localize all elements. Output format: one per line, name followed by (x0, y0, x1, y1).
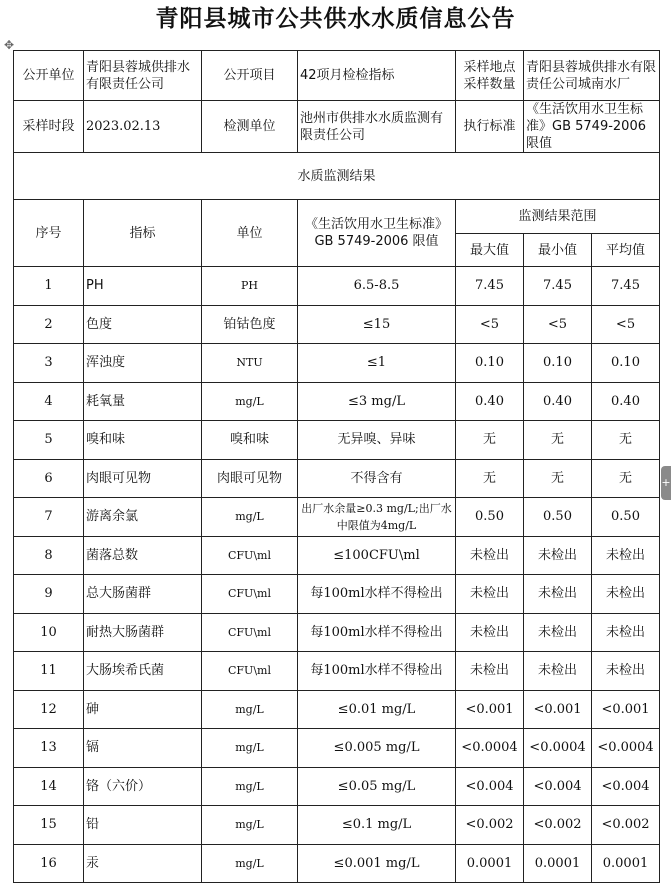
cell-limit: 每100ml水样不得检出 (298, 613, 456, 652)
location-label: 采样地点采样数量 (456, 51, 524, 101)
cell-max: 未检出 (456, 536, 524, 575)
cell-no: 16 (14, 844, 84, 883)
cell-max: 0.40 (456, 382, 524, 421)
period-label: 采样时段 (14, 101, 84, 153)
cell-min: 未检出 (524, 613, 592, 652)
cell-limit: 不得含有 (298, 459, 456, 498)
cell-indicator: PH (84, 267, 202, 306)
cell-unit: mg/L (202, 767, 298, 806)
table-row (14, 536, 660, 575)
cell-no: 3 (14, 344, 84, 383)
cell-no: 14 (14, 767, 84, 806)
cell-no: 12 (14, 690, 84, 729)
cell-limit: ≤1 (298, 344, 456, 383)
cell-max: 无 (456, 421, 524, 460)
item-value: 42项月检检指标 (298, 51, 456, 101)
cell-avg: 未检出 (592, 536, 660, 575)
cell-indicator: 铅 (84, 806, 202, 845)
cell-indicator: 耐热大肠菌群 (84, 613, 202, 652)
cell-unit: 肉眼可见物 (202, 459, 298, 498)
cell-indicator: 嗅和味 (84, 421, 202, 460)
cell-max: <0.002 (456, 806, 524, 845)
cell-min: 7.45 (524, 267, 592, 306)
cell-limit: 6.5-8.5 (298, 267, 456, 306)
cell-max: <5 (456, 305, 524, 344)
cell-indicator: 汞 (84, 844, 202, 883)
cell-no: 10 (14, 613, 84, 652)
cell-unit: CFU\ml (202, 575, 298, 614)
cell-avg: 未检出 (592, 613, 660, 652)
header-range: 监测结果范围 (456, 200, 660, 234)
cell-max: 无 (456, 459, 524, 498)
cell-avg: <0.004 (592, 767, 660, 806)
cell-max: 未检出 (456, 613, 524, 652)
cell-avg: 0.10 (592, 344, 660, 383)
publisher-label: 公开单位 (14, 51, 84, 101)
table-row (14, 575, 660, 614)
cell-indicator: 总大肠菌群 (84, 575, 202, 614)
cell-unit: mg/L (202, 498, 298, 537)
table-row (14, 459, 660, 498)
info-row-2 (14, 101, 660, 153)
table-row (14, 806, 660, 845)
cell-limit: ≤3 mg/L (298, 382, 456, 421)
table-row (14, 690, 660, 729)
cell-indicator: 肉眼可见物 (84, 459, 202, 498)
cell-no: 9 (14, 575, 84, 614)
info-row-1 (14, 51, 660, 101)
cell-max: 未检出 (456, 575, 524, 614)
cell-unit: mg/L (202, 806, 298, 845)
cell-indicator: 菌落总数 (84, 536, 202, 575)
cell-avg: 无 (592, 421, 660, 460)
cell-indicator: 镉 (84, 729, 202, 768)
cell-min: <0.001 (524, 690, 592, 729)
cell-min: <0.004 (524, 767, 592, 806)
cell-unit: CFU\ml (202, 536, 298, 575)
cell-unit: mg/L (202, 382, 298, 421)
period-value: 2023.02.13 (84, 101, 202, 153)
cell-indicator: 大肠埃希氏菌 (84, 652, 202, 691)
cell-unit: CFU\ml (202, 652, 298, 691)
cell-avg: 0.0001 (592, 844, 660, 883)
cell-avg: 7.45 (592, 267, 660, 306)
cell-no: 4 (14, 382, 84, 421)
header-avg: 平均值 (592, 234, 660, 267)
header-no: 序号 (14, 200, 84, 267)
cell-limit: ≤0.001 mg/L (298, 844, 456, 883)
cell-limit: 无异嗅、异味 (298, 421, 456, 460)
cell-min: <5 (524, 305, 592, 344)
cell-avg: <0.002 (592, 806, 660, 845)
cell-no: 5 (14, 421, 84, 460)
cell-unit: 铂钴色度 (202, 305, 298, 344)
cell-min: <0.0004 (524, 729, 592, 768)
standard-value: 《生活饮用水卫生标准》GB 5749-2006 限值 (524, 101, 660, 153)
cell-min: 0.40 (524, 382, 592, 421)
cell-min: 未检出 (524, 575, 592, 614)
header-indicator: 指标 (84, 200, 202, 267)
cell-avg: <5 (592, 305, 660, 344)
cell-no: 1 (14, 267, 84, 306)
cell-indicator: 游离余氯 (84, 498, 202, 537)
cell-max: 0.50 (456, 498, 524, 537)
cell-unit: PH (202, 267, 298, 306)
water-quality-table (13, 50, 660, 883)
cell-max: 7.45 (456, 267, 524, 306)
cell-unit: mg/L (202, 729, 298, 768)
table-row (14, 344, 660, 383)
cell-limit: ≤0.05 mg/L (298, 767, 456, 806)
cell-avg: 未检出 (592, 652, 660, 691)
table-row (14, 613, 660, 652)
section-row (14, 153, 660, 200)
cell-no: 7 (14, 498, 84, 537)
cell-unit: 嗅和味 (202, 421, 298, 460)
cell-max: <0.004 (456, 767, 524, 806)
cell-no: 8 (14, 536, 84, 575)
item-label: 公开项目 (202, 51, 298, 101)
cell-indicator: 浑浊度 (84, 344, 202, 383)
cell-avg: 无 (592, 459, 660, 498)
cell-avg: 0.50 (592, 498, 660, 537)
lab-value: 池州市供排水水质监测有限责任公司 (298, 101, 456, 153)
page-title: 青阳县城市公共供水水质信息公告 (155, 6, 516, 32)
cell-limit: ≤0.005 mg/L (298, 729, 456, 768)
table-row (14, 652, 660, 691)
table-row (14, 305, 660, 344)
results-body (14, 267, 660, 883)
cell-no: 15 (14, 806, 84, 845)
cell-limit: ≤0.01 mg/L (298, 690, 456, 729)
location-value: 青阳县蓉城供排水有限责任公司城南水厂 (524, 51, 660, 101)
cell-max: <0.0004 (456, 729, 524, 768)
cell-limit: ≤0.1 mg/L (298, 806, 456, 845)
cell-limit: ≤15 (298, 305, 456, 344)
cell-max: 0.0001 (456, 844, 524, 883)
cell-no: 6 (14, 459, 84, 498)
cell-unit: CFU\ml (202, 613, 298, 652)
cell-max: 0.10 (456, 344, 524, 383)
cell-no: 11 (14, 652, 84, 691)
cell-max: <0.001 (456, 690, 524, 729)
cell-indicator: 砷 (84, 690, 202, 729)
cell-min: 未检出 (524, 652, 592, 691)
table-row (14, 382, 660, 421)
cell-indicator: 铬（六价） (84, 767, 202, 806)
table-move-handle-icon[interactable]: ✥ (3, 38, 15, 52)
cell-min: 无 (524, 459, 592, 498)
cell-min: 0.0001 (524, 844, 592, 883)
standard-label: 执行标准 (456, 101, 524, 153)
cell-avg: <0.001 (592, 690, 660, 729)
cell-limit: 每100ml水样不得检出 (298, 575, 456, 614)
table-row (14, 767, 660, 806)
cell-min: 0.10 (524, 344, 592, 383)
cell-min: 0.50 (524, 498, 592, 537)
table-row (14, 267, 660, 306)
cell-unit: mg/L (202, 844, 298, 883)
cell-max: 未检出 (456, 652, 524, 691)
cell-avg: 未检出 (592, 575, 660, 614)
header-min: 最小值 (524, 234, 592, 267)
publisher-value: 青阳县蓉城供排水有限责任公司 (84, 51, 202, 101)
header-unit: 单位 (202, 200, 298, 267)
cell-no: 13 (14, 729, 84, 768)
header-max: 最大值 (456, 234, 524, 267)
cell-avg: 0.40 (592, 382, 660, 421)
cell-min: 未检出 (524, 536, 592, 575)
cell-no: 2 (14, 305, 84, 344)
cell-indicator: 色度 (84, 305, 202, 344)
cell-unit: NTU (202, 344, 298, 383)
header-limit: 《生活饮用水卫生标准》GB 5749-2006 限值 (298, 200, 456, 267)
cell-limit: 每100ml水样不得检出 (298, 652, 456, 691)
cell-min: 无 (524, 421, 592, 460)
cell-indicator: 耗氧量 (84, 382, 202, 421)
section-title: 水质监测结果 (14, 153, 660, 200)
cell-limit: ≤100CFU\ml (298, 536, 456, 575)
table-row (14, 498, 660, 537)
table-row (14, 421, 660, 460)
cell-limit: 出厂水余量≥0.3 mg/L;出厂水中限值为4mg/L (298, 498, 456, 537)
add-column-icon[interactable]: + (661, 466, 671, 500)
cell-min: <0.002 (524, 806, 592, 845)
table-row (14, 844, 660, 883)
cell-avg: <0.0004 (592, 729, 660, 768)
header-row-1 (14, 200, 660, 234)
cell-unit: mg/L (202, 690, 298, 729)
table-row (14, 729, 660, 768)
lab-label: 检测单位 (202, 101, 298, 153)
